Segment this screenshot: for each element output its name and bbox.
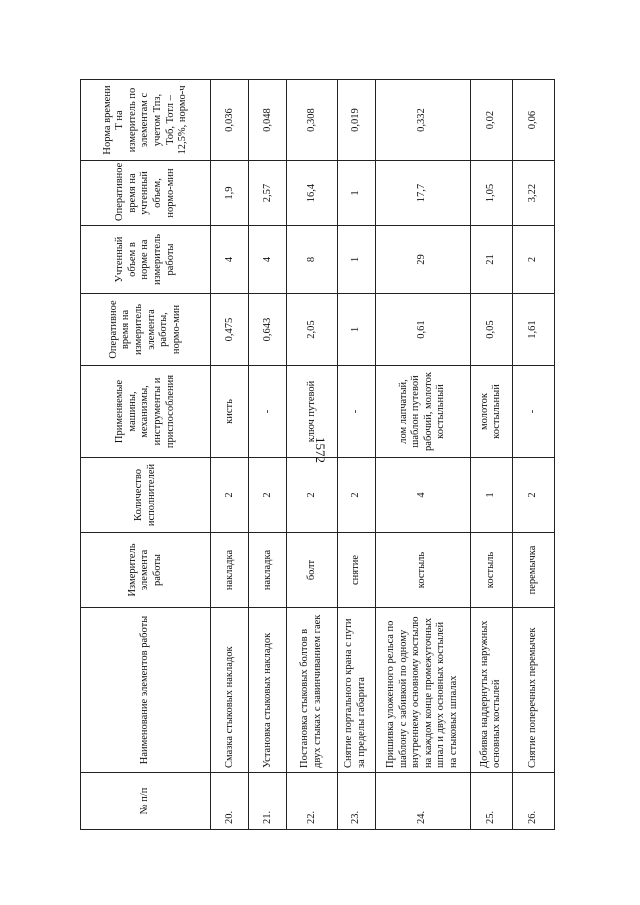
row-workers: 2: [249, 458, 287, 533]
row-tools: лом лапчатый, шаблон путевой рабочий, молоток костыльный: [375, 366, 470, 458]
row-num: 20.: [211, 773, 249, 830]
row-name: Добивка наддернутых наружных основных костылей: [470, 608, 512, 773]
row-op-time: 1: [337, 294, 375, 366]
norms-table: [80, 79, 555, 830]
row-unit: перемычка: [512, 533, 554, 608]
header-name: Наименование элементов работы: [81, 608, 211, 773]
row-tools: молоток костыльный: [470, 366, 512, 458]
row-workers: 2: [337, 458, 375, 533]
row-workers: 2: [512, 458, 554, 533]
row-workers: 1: [470, 458, 512, 533]
row-name: Установка стыковых накладок: [249, 608, 287, 773]
row-tools: -: [337, 366, 375, 458]
row-norm: 0,048: [249, 80, 287, 161]
row-num: 26.: [512, 773, 554, 830]
row-volume: 8: [287, 226, 337, 294]
row-op-time: 2,05: [287, 294, 337, 366]
table-row: [470, 80, 512, 830]
row-volume: 21: [470, 226, 512, 294]
row-unit: костыль: [375, 533, 470, 608]
row-op-time: 0,643: [249, 294, 287, 366]
row-op-time: 0,05: [470, 294, 512, 366]
row-tools: -: [512, 366, 554, 458]
row-name: Смазка стыковых накладок: [211, 608, 249, 773]
table-row: [249, 80, 287, 830]
row-unit: болт: [287, 533, 337, 608]
norms-table-rotated: [80, 80, 555, 830]
row-num: 24.: [375, 773, 470, 830]
row-unit: снятие: [337, 533, 375, 608]
row-workers: 4: [375, 458, 470, 533]
header-volume: Учтенный объем в норме на измеритель работы: [81, 226, 211, 294]
table-row: [512, 80, 554, 830]
row-norm: 0,308: [287, 80, 337, 161]
table-row: [287, 80, 337, 830]
row-volume: 1: [337, 226, 375, 294]
row-volume: 4: [211, 226, 249, 294]
header-norm: Норма времени Т на измеритель по элементам с учетом Тпз, Тоб, Тотл – 12,5%, нормо-ч: [81, 80, 211, 161]
row-norm: 0,019: [337, 80, 375, 161]
row-norm: 0,332: [375, 80, 470, 161]
row-unit: костыль: [470, 533, 512, 608]
row-num: 21.: [249, 773, 287, 830]
row-workers: 2: [287, 458, 337, 533]
row-op-vol-time: 16,4: [287, 161, 337, 226]
row-unit: накладка: [249, 533, 287, 608]
row-num: 25.: [470, 773, 512, 830]
row-op-time: 1,61: [512, 294, 554, 366]
row-unit: накладка: [211, 533, 249, 608]
table-row: [375, 80, 470, 830]
row-norm: 0,036: [211, 80, 249, 161]
row-norm: 0,02: [470, 80, 512, 161]
row-tools: ключ путевой: [287, 366, 337, 458]
row-op-vol-time: 1,05: [470, 161, 512, 226]
header-workers: Количество исполнителей: [81, 458, 211, 533]
row-volume: 4: [249, 226, 287, 294]
header-tools: Применяемые машины, механизмы, инструменты и приспособления: [81, 366, 211, 458]
row-op-vol-time: 1: [337, 161, 375, 226]
row-op-vol-time: 3,22: [512, 161, 554, 226]
row-op-vol-time: 1,9: [211, 161, 249, 226]
row-volume: 29: [375, 226, 470, 294]
row-op-vol-time: 2,57: [249, 161, 287, 226]
page-number-text: 1572: [313, 437, 328, 463]
header-op-vol-time: Оперативное время на учтенный объем, нормо-мин: [81, 161, 211, 226]
row-volume: 2: [512, 226, 554, 294]
table-row: [211, 80, 249, 830]
row-op-time: 0,61: [375, 294, 470, 366]
header-num: № п/п: [81, 773, 211, 830]
row-tools: -: [249, 366, 287, 458]
row-name: Снятие портального крана с пути за пределы габарита: [337, 608, 375, 773]
header-op-time: Оперативное время на измеритель элемента работы, нормо-мин: [81, 294, 211, 366]
row-tools: кисть: [211, 366, 249, 458]
row-op-vol-time: 17,7: [375, 161, 470, 226]
table-row: [337, 80, 375, 830]
row-num: 22.: [287, 773, 337, 830]
header-unit: Измеритель элемента работы: [81, 533, 211, 608]
row-workers: 2: [211, 458, 249, 533]
row-name: Постановка стыковых болтов в двух стыках с завинчиванием гаек: [287, 608, 337, 773]
row-name: Пришивка уложенного рельса по шаблону с забивкой по одному внутреннему основному костылю на каждом конце промежуточных шпал и двух основных костылей на стыковых шпалах: [375, 608, 470, 773]
row-num: 23.: [337, 773, 375, 830]
header-row: [81, 80, 211, 830]
row-norm: 0,06: [512, 80, 554, 161]
row-name: Снятие поперечных перемычек: [512, 608, 554, 773]
row-op-time: 0,475: [211, 294, 249, 366]
